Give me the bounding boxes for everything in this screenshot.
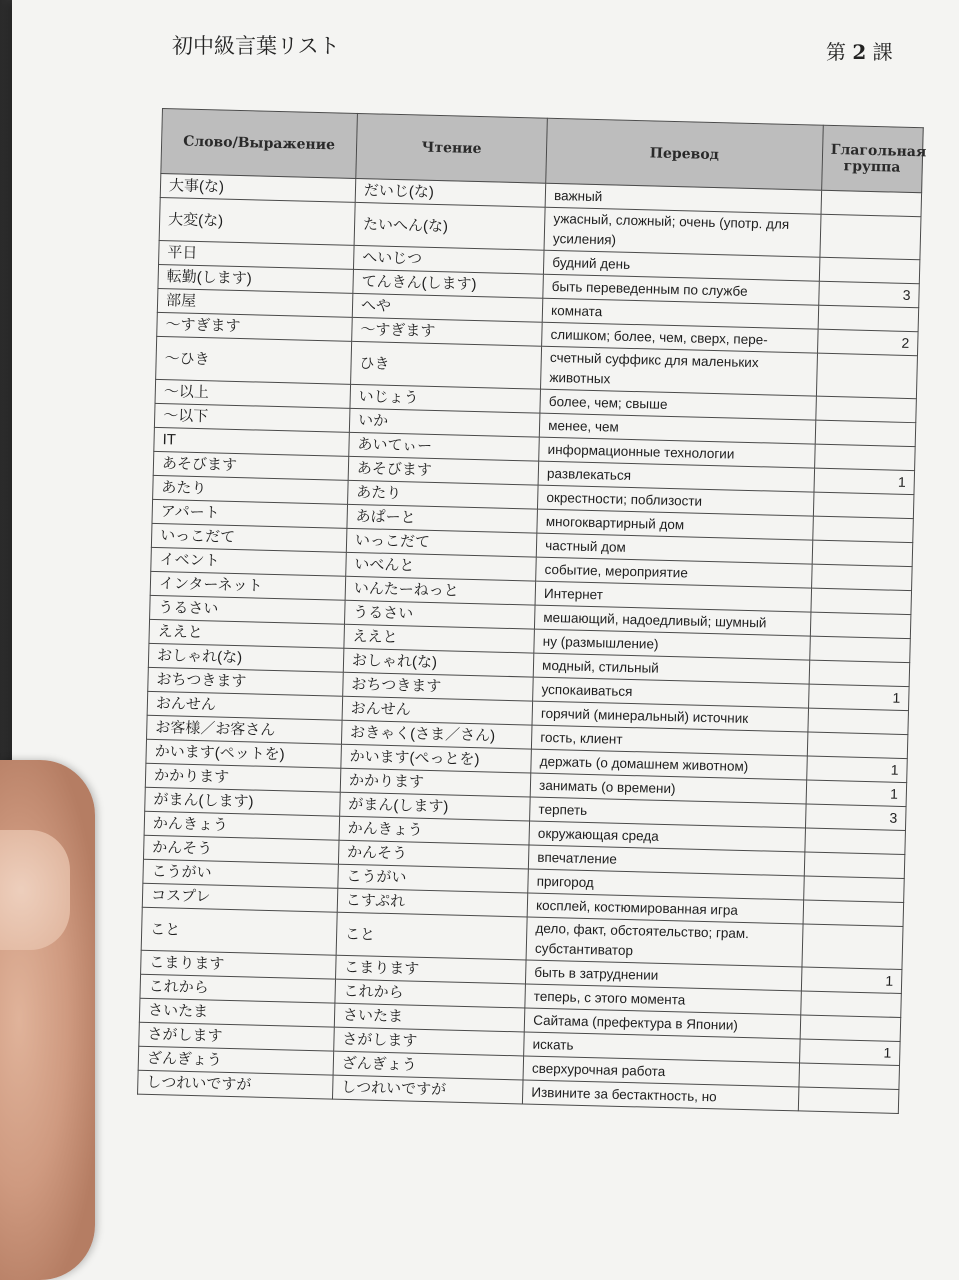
- thumb-highlight: [0, 830, 70, 950]
- reading-cell: ざんぎょう: [333, 1051, 524, 1080]
- translation-cell: пригород: [528, 869, 804, 900]
- word-cell: おんせん: [147, 691, 342, 720]
- verb-group-cell: [813, 492, 914, 519]
- translation-cell: искать: [524, 1032, 800, 1063]
- verb-group-cell: 1: [806, 756, 907, 783]
- word-cell: 転勤(します): [158, 264, 353, 293]
- verb-group-cell: [808, 708, 909, 735]
- reading-cell: おんせん: [342, 696, 533, 725]
- translation-cell: успокаиваться: [533, 677, 809, 708]
- translation-cell: косплей, костюмированная игра: [527, 893, 803, 924]
- reading-cell: だいじ(な): [355, 178, 546, 207]
- word-cell: 大変(な): [159, 197, 355, 245]
- verb-group-cell: [820, 214, 921, 260]
- verb-group-cell: 2: [817, 329, 918, 356]
- verb-group-cell: [814, 444, 915, 471]
- reading-cell: さがします: [334, 1027, 525, 1056]
- verb-group-cell: [821, 190, 922, 217]
- translation-cell: менее, чем: [539, 413, 815, 444]
- reading-cell: こうがい: [338, 864, 529, 893]
- translation-cell: Извините за бестактность, но: [523, 1080, 799, 1111]
- reading-cell: いべんと: [346, 552, 537, 581]
- verb-group-cell: 1: [799, 1039, 900, 1066]
- lesson-number: 2: [852, 40, 867, 64]
- vocabulary-table: [137, 108, 927, 1114]
- word-cell: インターネット: [150, 571, 345, 600]
- reading-cell: おしゃれ(な): [343, 648, 534, 677]
- translation-cell: частный дом: [536, 533, 812, 564]
- word-cell: うるさい: [150, 595, 345, 624]
- column-header-reading: Чтение: [356, 113, 548, 183]
- verb-group-cell: [816, 353, 917, 399]
- translation-cell: Сайтама (префектура в Японии): [524, 1008, 800, 1039]
- word-cell: これから: [140, 974, 335, 1003]
- word-cell: ～ひき: [156, 336, 352, 384]
- word-cell: アパート: [152, 499, 347, 528]
- reading-cell: ～すぎます: [352, 317, 543, 346]
- verb-group-cell: [819, 257, 920, 284]
- translation-cell: окрестности; поблизости: [538, 485, 814, 516]
- page-title: 初中級言葉リスト: [172, 34, 340, 58]
- verb-group-cell: [803, 900, 904, 927]
- translation-cell: держать (о домашнем животном): [531, 749, 807, 780]
- verb-group-cell: [802, 924, 903, 970]
- word-cell: ええと: [149, 619, 344, 648]
- verb-group-cell: [811, 588, 912, 615]
- word-cell: かんきょう: [144, 811, 339, 840]
- reading-cell: こまります: [335, 955, 526, 984]
- translation-cell: горячий (минеральный) источник: [532, 701, 808, 732]
- word-cell: ～以上: [155, 379, 350, 408]
- translation-cell: информационные технологии: [539, 437, 815, 468]
- verb-group-cell: [811, 564, 912, 591]
- word-cell: さいたま: [139, 998, 334, 1027]
- verb-group-cell: [800, 1015, 901, 1042]
- translation-cell: будний день: [544, 250, 820, 281]
- word-cell: こうがい: [143, 859, 338, 888]
- word-cell: しつれいですが: [138, 1070, 333, 1099]
- verb-group-cell: 1: [806, 780, 907, 807]
- reading-cell: かんそう: [338, 840, 529, 869]
- word-cell: こまります: [141, 950, 336, 979]
- translation-cell: модный, стильный: [533, 653, 809, 684]
- word-cell: かんそう: [143, 835, 338, 864]
- reading-cell: しつれいですが: [332, 1075, 523, 1104]
- reading-cell: ひき: [350, 341, 541, 389]
- translation-cell: развлекаться: [538, 461, 814, 492]
- translation-cell: быть переведенным по службе: [543, 274, 819, 305]
- word-cell: いっこだて: [151, 523, 346, 552]
- column-header-translation: Перевод: [546, 118, 823, 190]
- reading-cell: うるさい: [344, 600, 535, 629]
- reading-cell: がまん(します): [340, 792, 531, 821]
- verb-group-cell: [809, 636, 910, 663]
- verb-group-cell: 1: [808, 684, 909, 711]
- word-cell: あそびます: [153, 451, 348, 480]
- translation-cell: ужасный, сложный; очень (употр. для усиления): [544, 207, 820, 257]
- reading-cell: へや: [352, 293, 543, 322]
- verb-group-cell: 1: [801, 967, 902, 994]
- word-cell: おちつきます: [148, 667, 343, 696]
- reading-cell: いんたーねっと: [345, 576, 536, 605]
- translation-cell: впечатление: [529, 845, 805, 876]
- reading-cell: へいじつ: [353, 245, 544, 274]
- translation-cell: событие, мероприятие: [536, 557, 812, 588]
- translation-cell: комната: [542, 298, 818, 329]
- verb-group-cell: [809, 660, 910, 687]
- verb-group-cell: 1: [814, 468, 915, 495]
- verb-group-cell: 3: [818, 281, 919, 308]
- verb-group-cell: [803, 876, 904, 903]
- translation-cell: более, чем; свыше: [540, 389, 816, 420]
- translation-cell: ну (размышление): [534, 629, 810, 660]
- translation-cell: мешающий, надоедливый; шумный: [535, 605, 811, 636]
- verb-group-cell: [804, 828, 905, 855]
- word-cell: IT: [154, 427, 349, 456]
- word-cell: お客様／お客さん: [147, 715, 342, 744]
- column-header-verb-group: Глагольная группа: [821, 125, 923, 193]
- verb-group-cell: [804, 852, 905, 879]
- reading-cell: あぱーと: [347, 504, 538, 533]
- translation-cell: Интернет: [535, 581, 811, 612]
- verb-group-cell: [818, 305, 919, 332]
- reading-cell: これから: [335, 979, 526, 1008]
- word-cell: 部屋: [157, 288, 352, 317]
- translation-cell: гость, клиент: [532, 725, 808, 756]
- word-cell: あたり: [153, 475, 348, 504]
- column-header-word: Слово/Выражение: [161, 109, 357, 179]
- translation-cell: сверхурочная работа: [523, 1056, 799, 1087]
- translation-cell: занимать (о времени): [530, 773, 806, 804]
- reading-cell: ええと: [344, 624, 535, 653]
- translation-cell: окружающая среда: [529, 821, 805, 852]
- verb-group-cell: [810, 612, 911, 639]
- translation-cell: быть в затруднении: [526, 960, 802, 991]
- verb-group-cell: 3: [805, 804, 906, 831]
- translation-cell: счетный суффикс для маленьких животных: [541, 346, 817, 396]
- word-cell: 平日: [159, 240, 354, 269]
- verb-group-cell: [799, 1063, 900, 1090]
- translation-cell: терпеть: [530, 797, 806, 828]
- word-cell: 大事(な): [160, 173, 355, 202]
- lesson-prefix: 第: [826, 40, 846, 64]
- reading-cell: あそびます: [348, 456, 539, 485]
- verb-group-cell: [807, 732, 908, 759]
- reading-cell: さいたま: [334, 1003, 525, 1032]
- reading-cell: かいます(ぺっとを): [341, 744, 532, 773]
- verb-group-cell: [798, 1087, 899, 1114]
- reading-cell: いか: [349, 408, 540, 437]
- translation-cell: дело, факт, обстоятельство; грам. субстантиватор: [526, 917, 802, 967]
- reading-cell: こすぷれ: [337, 888, 528, 917]
- translation-cell: многоквартирный дом: [537, 509, 813, 540]
- reading-cell: いじょう: [350, 384, 541, 413]
- word-cell: こと: [141, 907, 337, 955]
- reading-cell: あたり: [347, 480, 538, 509]
- reading-cell: こと: [336, 912, 527, 960]
- word-cell: かかります: [145, 763, 340, 792]
- reading-cell: かかります: [340, 768, 531, 797]
- reading-cell: いっこだて: [346, 528, 537, 557]
- word-cell: ～以下: [154, 403, 349, 432]
- reading-cell: おきゃく(さま／さん): [341, 720, 532, 749]
- reading-cell: あいてぃー: [349, 432, 540, 461]
- reading-cell: てんきん(します): [353, 269, 544, 298]
- word-cell: がまん(します): [145, 787, 340, 816]
- verb-group-cell: [815, 420, 916, 447]
- word-cell: ～すぎます: [157, 312, 352, 341]
- lesson-label: [826, 36, 893, 65]
- translation-cell: важный: [545, 183, 821, 214]
- word-cell: おしゃれ(な): [148, 643, 343, 672]
- reading-cell: たいへん(な): [354, 202, 545, 250]
- lesson-suffix: 課: [872, 40, 893, 64]
- verb-group-cell: [812, 540, 913, 567]
- word-cell: ざんぎょう: [138, 1046, 333, 1075]
- word-cell: コスプレ: [142, 883, 337, 912]
- translation-cell: слишком; более, чем, сверх, пере-: [542, 322, 818, 353]
- translation-cell: теперь, с этого момента: [525, 984, 801, 1015]
- word-cell: さがします: [139, 1022, 334, 1051]
- reading-cell: おちつきます: [343, 672, 534, 701]
- reading-cell: かんきょう: [339, 816, 530, 845]
- word-cell: かいます(ペットを): [146, 739, 341, 768]
- verb-group-cell: [812, 516, 913, 543]
- verb-group-cell: [815, 396, 916, 423]
- word-cell: イベント: [151, 547, 346, 576]
- verb-group-cell: [800, 991, 901, 1018]
